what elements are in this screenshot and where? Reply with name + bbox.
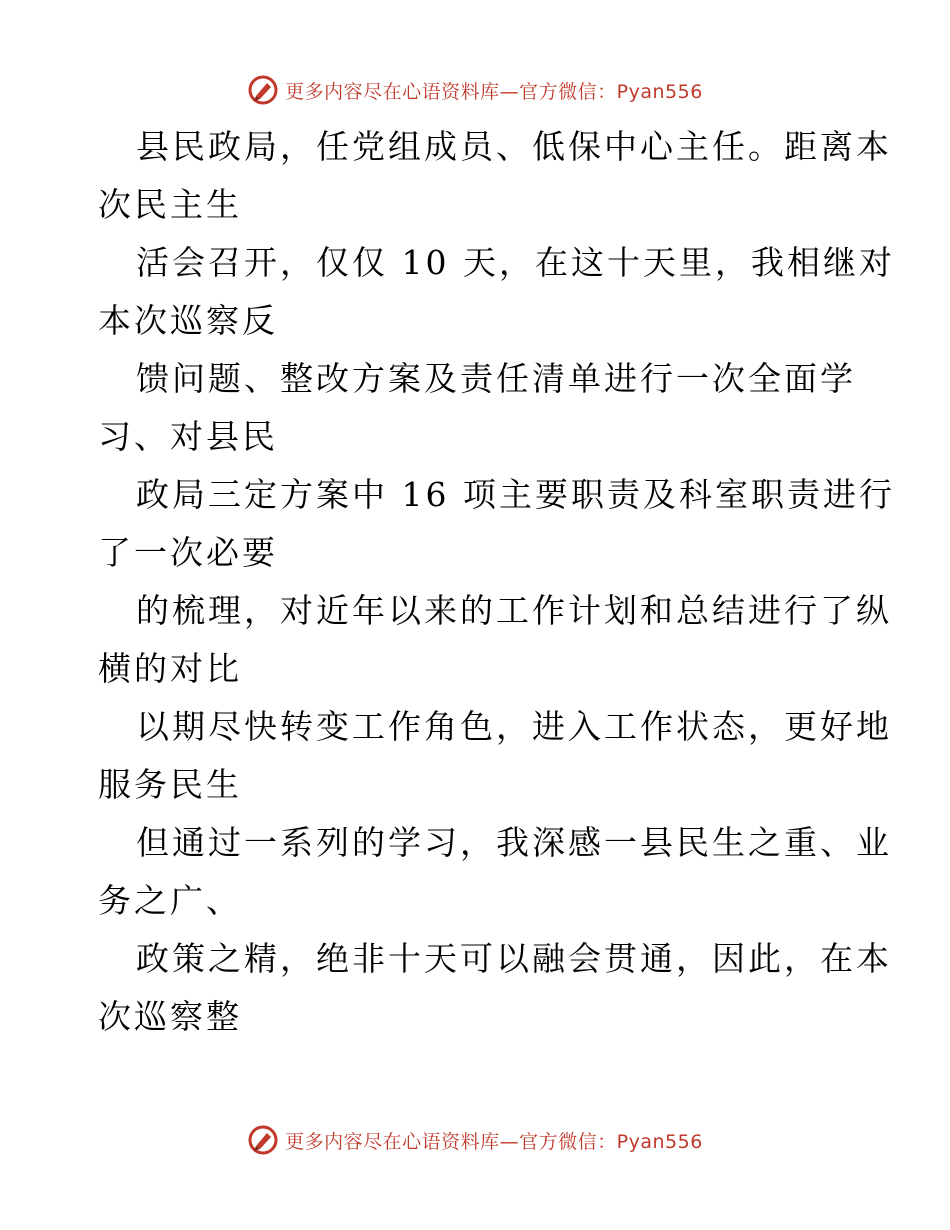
- text-line: 政局三定方案中 16 项主要职责及科室职责进行: [136, 475, 895, 514]
- pen-logo-icon: [247, 74, 279, 106]
- pen-logo-icon: [247, 1124, 279, 1156]
- text-line: 务之广、: [98, 881, 242, 920]
- text-line: 馈问题、整改方案及责任清单进行一次全面学: [136, 359, 856, 398]
- text-line: 次民主生: [98, 185, 242, 224]
- document-body: [98, 118, 895, 1046]
- text-line: 习、对县民: [98, 417, 278, 456]
- text-line: 横的对比: [98, 649, 242, 688]
- text-line: 的梳理，对近年以来的工作计划和总结进行了纵: [136, 591, 892, 630]
- watermark-text: 更多内容尽在心语资料库—官方微信：Pyan556: [285, 1130, 703, 1153]
- text-line: 了一次必要: [98, 533, 278, 572]
- text-line: 活会召开，仅仅 10 天，在这十天里，我相继对: [136, 243, 895, 282]
- text-line: 政策之精，绝非十天可以融会贯通，因此，在本: [136, 939, 892, 978]
- watermark-text: 更多内容尽在心语资料库—官方微信：Pyan556: [285, 80, 703, 103]
- text-line: 但通过一系列的学习，我深感一县民生之重、业: [136, 823, 892, 862]
- text-line: 以期尽快转变工作角色，进入工作状态，更好地: [136, 707, 892, 746]
- header-watermark: [0, 70, 950, 110]
- text-line: 次巡察整: [98, 997, 242, 1036]
- text-line: 县民政局，任党组成员、低保中心主任。距离本: [136, 127, 892, 166]
- text-line: 本次巡察反: [98, 301, 278, 340]
- footer-watermark: [0, 1120, 950, 1160]
- text-line: 服务民生: [98, 765, 242, 804]
